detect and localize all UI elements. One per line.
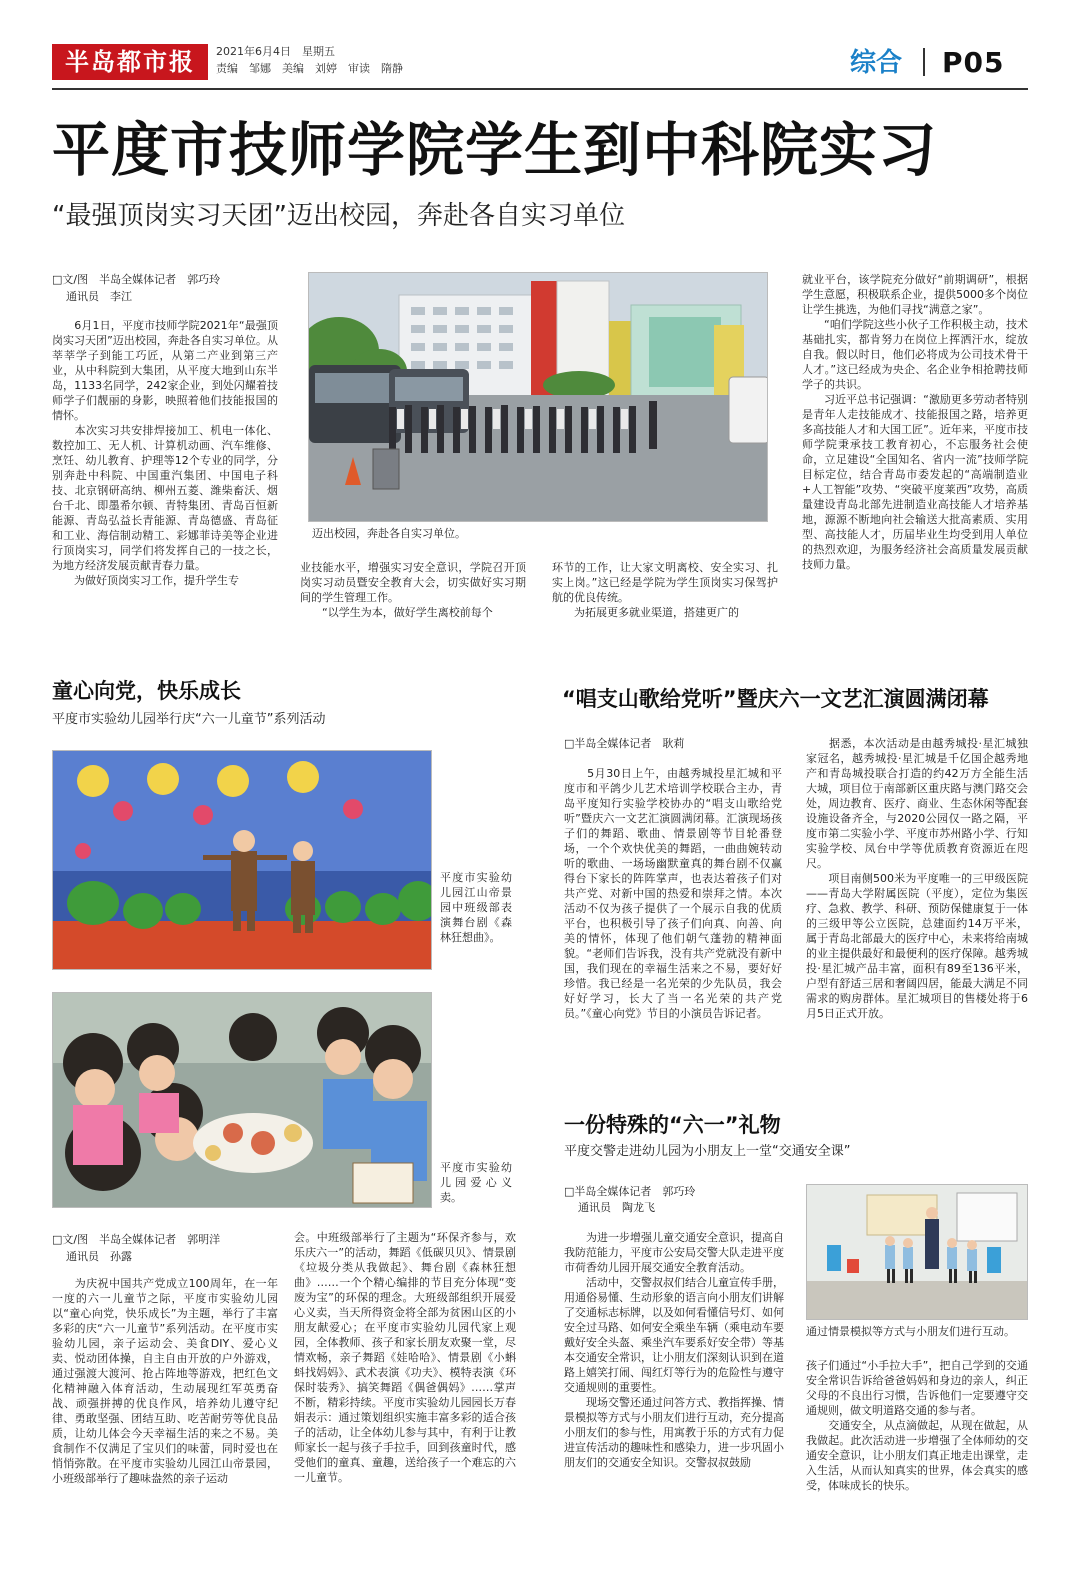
kids-stage-caption: 平度市实验幼儿园江山帝景园中班级部表演舞台剧《森林狂想曲》。 <box>440 871 512 944</box>
song-headline: “唱支山歌给党听”暨庆六一文艺汇演圆满闭幕 <box>562 687 989 711</box>
traffic-class-image <box>807 1185 1028 1320</box>
kids-charity-caption: 平度市实验幼儿园爱心义卖。 <box>440 1161 512 1204</box>
page-number: P05 <box>942 46 1005 79</box>
editor-credits: 责编 邹娜 美编 刘婷 审读 隋静 <box>216 62 403 75</box>
lead-byline: □文/图 半岛全媒体记者 郭巧玲 <box>52 273 221 286</box>
song-column-1: 5月30日上午，由越秀城投星汇城和平度市和平鸽少儿艺术培训学校联合主办，青岛平度知行实验学校协办的“唱支山歌给党听”暨庆六一文艺汇演圆满闭幕。汇演现场孩子们的舞蹈、歌曲、情景剧等节目轮番登场，一个个欢快优美的舞蹈，一曲曲婉转动听的歌曲、一场场幽默童真的舞台剧不仅赢得台下家长的阵阵掌声，也表达着孩子们对共产党、对新中国的热爱和崇拜之情。本次活动不仅为孩子提供了一个展示自我的优质平台，也积极引导了孩子们向真、向善、向美的情怀，体现了他们朝气蓬勃的精神面貌。“老师们告诉我，没有共产党就没有新中国，我们现在的幸福生活来之不易，要好好珍惜。我已经是一名光荣的少先队员，我会好好学习，长大了当一名光荣的共产党员。”《童心向党》节目的小演员告诉记者。 <box>564 767 782 1020</box>
traffic-column-2: 孩子们通过“小手拉大手”，把自己学到的交通安全常识告诉给爸爸妈妈和身边的亲人，纠正父母的不良出行习惯，告诉他们一定要遵守交通规则，做文明道路交通的参与者。 交通安全，从点滴做起，从现在做起，从我做起。此次活动进一步增强了全体师幼的交通安全意识，让小朋友们真正地走出课堂，走入生活，从而认知真实的世界，体会真实的感受，体味成长的快乐。 <box>806 1359 1028 1492</box>
newspaper-logo: 半岛都市报 <box>52 44 208 80</box>
kids-headline: 童心向党，快乐成长 <box>52 679 241 703</box>
traffic-photo <box>806 1184 1028 1320</box>
section-name: 综合 <box>850 48 903 78</box>
song-byline: □半岛全媒体记者 耿莉 <box>564 737 685 750</box>
kids-subheadline: 平度市实验幼儿园举行庆“六一儿童节”系列活动 <box>52 712 326 727</box>
kids-stage-photo <box>52 750 432 970</box>
traffic-headline: 一份特殊的“六一”礼物 <box>564 1113 781 1137</box>
stage-performance-image <box>53 751 432 970</box>
traffic-subheadline: 平度交警走进幼儿园为小朋友上一堂“交通安全课” <box>564 1144 851 1159</box>
lead-subheadline: “最强顶岗实习天团”迈出校园，奔赴各自实习单位 <box>52 201 625 231</box>
header-rule <box>52 88 1028 90</box>
lead-column-2: 业技能水平，增强实习安全意识，学院召开顶岗实习动员暨安全教育大会，切实做好实习期间的学生管理工作。 “以学生为本，做好学生离校前每个 <box>300 561 526 619</box>
traffic-byline-correspondent: 通讯员 陶龙飞 <box>578 1201 655 1214</box>
charity-sale-image <box>53 993 432 1208</box>
kids-column-2: 会。中班级部举行了主题为“环保齐参与，欢乐庆六一”的活动，舞蹈《低碳贝贝》、情景剧《垃圾分类从我做起》、舞台剧《森林狂想曲》……一个个精心编排的节目充分体现“变废为宝”的环保的理念。大班级部组织开展爱心义卖，当天所得资金将全部为贫困山区的小朋友献爱心；在平度市实验幼儿园代家上观园，全体教师、孩子和家长朋友欢聚一堂，尽情欢畅，亲子舞蹈《娃哈哈》、情景剧《小蝌蚪找妈妈》、武术表演《功夫》、模特表演《环保时装秀》、搞笑舞蹈《偶爸偶妈》……掌声不断，精彩持续。平度市实验幼儿园园长万春娟表示：通过策划组织实施丰富多彩的适合孩子的活动，让全体幼儿参与其中，有利于让教师家长一起与孩子手拉手，回到孩童时代，感受他们的童真、童趣，送给孩子一个难忘的六一儿童节。 <box>294 1231 516 1484</box>
traffic-photo-caption: 通过情景模拟等方式与小朋友们进行互动。 <box>806 1325 1015 1338</box>
traffic-column-1: 为进一步增强儿童交通安全意识，提高自我防范能力，平度市公安局交警大队走进平度市荷香幼儿园开展交通安全教育活动。 活动中，交警叔叔们结合儿童宣传手册，用通俗易懂、生动形象的语言向小朋友们讲解了交通标志标牌，以及如何看懂信号灯、如何安全过马路、如何安全乘坐车辆（乘电动车要戴好安全头盔、乘坐汽车要系好安全带）等基本交通安全常识，让小朋友们深刻认识到在道路上嬉笑打闹、闯红灯等行为的危险性与遵守交通规则的重要性。 现场交警还通过问答方式、教指挥操、情景模拟等方式与小朋友们进行互动，充分提高小朋友们的参与性，用寓教于乐的方式有力促进宣传活动的趣味性和感染力，进一步巩固小朋友们的交通安全知识。交警叔叔鼓励 <box>564 1231 784 1469</box>
issue-date: 2021年6月4日 星期五 <box>216 45 335 58</box>
header-separator <box>923 48 925 76</box>
song-column-2: 据悉，本次活动是由越秀城投·星汇城独家冠名，越秀城投·星汇城是千亿国企越秀地产和青岛城投联合打造的约42万方全能生活大城，项目位于南部新区重庆路与澳门路交会处，周边教育、医疗、商业、生态休闲等配套设施设备齐全，与2020公园仅一路之隔，平度市第二实验小学、平度市苏州路小学、行知实验学校、凤台中学等优质教育资源近在咫尺。 项目南侧500米为平度唯一的三甲级医院——青岛大学附属医院（平度），定位为集医疗、急救、教学、科研、预防保健康复于一体的三级甲等公立医院，总建面约14万平米，属于青岛北部最大的医疗中心，未来将给南城的业主提供最好和最便利的医疗保障。越秀城投·星汇城产品丰富，面积有89至136平米，户型有舒适三居和奢阔四居，能最大满足不同需求的购房群体。星汇城项目的售楼处将于6月5日正式开放。 <box>806 737 1028 1020</box>
kids-column-1: 为庆祝中国共产党成立100周年，在一年一度的六一儿童节之际，平度市实验幼儿园以“童心向党，快乐成长”为主题，举行了丰富多彩的庆“六一儿童节”系列活动。在平度市实验幼儿园，亲子运动会、美食DIY、爱心义卖、悦动团体操，自主自由开放的户外游戏，通过强渡大渡河、抢占阵地等游戏，把红色文化精神融入体育活动，生动展现红军英勇奋战、顽强拼搏的优良作风，培养幼儿遵守纪律、勇敢坚强、团结互助、吃苦耐劳等优良品质，让幼儿体会今天幸福生活的来之不易。美食制作不仅满足了宝贝们的味蕾，同时爱也在悄悄弥散。在平度市实验幼儿园江山帝景园，小班级部举行了趣味盎然的亲子运动 <box>52 1277 278 1485</box>
lead-column-4: 就业平台，该学院充分做好“前期调研”，根据学生意愿，积极联系企业，提供5000多个岗位让学生挑选，为他们寻找“满意之家”。 “咱们学院这些小伙子工作积极主动，技术基础扎实，都肯努力在岗位上挥洒汗水，绽放自我。假以时日，他们必将成为公司技术骨干人才。”这已经成为央企、名企业争相抢聘技师学子的共识。 习近平总书记强调：“激励更多劳动者特别是青年人走技能成才、技能报国之路，培养更多高技能人才和大国工匠”。近年来，平度市技师学院秉承技工教育初心，不忘服务社会使命，立足建设“全国知名、省内一流”技师学院目标定位，结合青岛市委发起的“高端制造业+人工智能”攻势、“突破平度莱西”攻势，高质量建设青岛北部先进制造业高技能人才培养基地，源源不断地向社会输送大批高素质、实用型、高技能人才，历届毕业生均受到用人单位的热烈欢迎，为服务经济社会高质量发展贡献技师力量。 <box>802 273 1028 571</box>
lead-column-1: 6月1日，平度市技师学院2021年“最强顶岗实习天团”迈出校园，奔赴各自实习单位。从莘莘学子到能工巧匠，从第二产业到第三产业，从中科院到大集团，从平度大地到山东半岛，1133名同学，242家企业，到处闪耀着技师学子们靓丽的身影，映照着他们技能报国的情怀。 本次实习共安排焊接加工、机电一体化、数控加工、无人机、计算机动画、汽车维修、烹饪、幼儿教育、护理等12个专业的同学，分别奔赴中科院、中国重汽集团、中国电子科技、北京钢研高纳、柳州五菱、潍柴畜沃、烟台千北、即墨希尔顿、青特集团、青岛百恒新能源、青岛弘益长青能源、青岛德盛、青岛征和工业、海信制动精工、彩娜菲诗美等企业进行顶岗实习，同学们将发挥自己的一技之长，为地方经济发展贡献青春力量。 为做好顶岗实习工作，提升学生专 <box>52 319 278 587</box>
campus-departure-image <box>309 273 768 522</box>
lead-photo <box>308 272 768 522</box>
lead-column-3: 环节的工作，让大家文明离校、安全实习、扎实上岗。”这已经是学院为学生顶岗实习保驾护航的优良传统。 为拓展更多就业渠道，搭建更广的 <box>552 561 778 619</box>
lead-byline-correspondent: 通讯员 李江 <box>66 290 132 303</box>
lead-headline: 平度市技师学院学生到中科院实习 <box>52 116 938 184</box>
kids-charity-photo <box>52 992 432 1208</box>
traffic-byline: □半岛全媒体记者 郭巧玲 <box>564 1185 696 1198</box>
kids-byline: □文/图 半岛全媒体记者 郭明洋 <box>52 1233 221 1246</box>
kids-byline-correspondent: 通讯员 孙露 <box>66 1250 132 1263</box>
lead-photo-caption: 迈出校园，奔赴各自实习单位。 <box>312 527 466 540</box>
